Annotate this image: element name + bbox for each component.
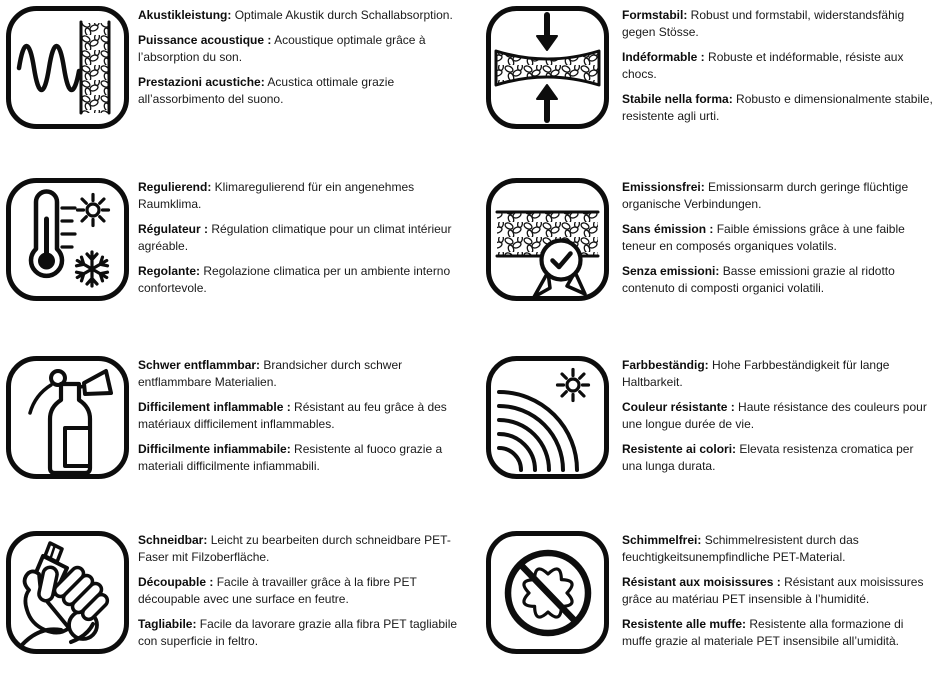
feature-label: Formstabil: <box>622 8 688 22</box>
feature-text-block <box>138 355 460 483</box>
feature-description: Emissionsarm durch geringe flüchtige organische Verbindungen. <box>622 180 909 211</box>
feature-description: Optimale Akustik durch Schallabsorption. <box>231 8 453 22</box>
feature-label: Schneidbar: <box>138 533 208 547</box>
feature-tile-form-stability <box>485 5 936 133</box>
feature-description: Faible émissions grâce à une faible teneur en composés organiques volatils. <box>622 222 905 253</box>
feature-description: Régulation climatique pour un climat intérieur agréable. <box>138 222 452 253</box>
feature-label: Découpable : <box>138 575 214 589</box>
feature-description: Leicht zu bearbeiten durch schneidbare PET-Faser mit Filzoberfläche. <box>138 533 451 564</box>
feature-description: Schimmelresistent durch das feuchtigkeitsunempfindliche PET-Material. <box>622 533 859 564</box>
feature-label: Resistente ai colori: <box>622 442 737 456</box>
cuttable-icon <box>5 530 130 655</box>
feature-paragraph-de <box>138 532 460 566</box>
feature-paragraph-de <box>138 7 460 24</box>
feature-paragraph-de <box>138 179 460 213</box>
feature-label: Sans émission : <box>622 222 714 236</box>
feature-paragraph-it <box>138 263 460 297</box>
feature-paragraph-de <box>622 179 936 213</box>
feature-description: Facile da lavorare grazie alla fibra PET tagliabile con superficie in feltro. <box>138 617 458 648</box>
low-emission-icon <box>485 177 610 302</box>
feature-label: Farbbeständig: <box>622 358 709 372</box>
color-fastness-icon <box>485 355 610 480</box>
feature-label: Akustikleistung: <box>138 8 232 22</box>
feature-paragraph-de <box>138 357 460 391</box>
feature-paragraph-de <box>622 532 936 566</box>
feature-tile-colorfast <box>485 355 936 483</box>
feature-paragraph-fr <box>622 49 936 83</box>
feature-paragraph-it <box>138 441 460 475</box>
feature-text-block <box>622 177 936 305</box>
feature-label: Emissionsfrei: <box>622 180 705 194</box>
feature-description: Résistant aux moisissures grâce au matériau PET insensible à l’humidité. <box>622 575 924 606</box>
fire-extinguisher-icon <box>5 355 130 480</box>
feature-tile-flame <box>5 355 460 483</box>
feature-label: Difficilement inflammable : <box>138 400 291 414</box>
feature-tile-cuttable <box>5 530 460 658</box>
feature-paragraph-it <box>138 74 460 108</box>
feature-text-block <box>138 530 460 658</box>
feature-tile-acoustic <box>5 5 460 130</box>
feature-paragraph-fr <box>138 574 460 608</box>
feature-description: Hohe Farbbeständigkeit für lange Haltbarkeit. <box>622 358 890 389</box>
feature-label: Couleur résistante : <box>622 400 735 414</box>
feature-description: Acoustique optimale grâce à l’absorption du son. <box>138 33 426 64</box>
feature-paragraph-it <box>622 91 936 125</box>
climate-regulation-icon <box>5 177 130 302</box>
feature-tile-mold <box>485 530 936 658</box>
feature-label: Schimmelfrei: <box>622 533 702 547</box>
feature-label: Prestazioni acustiche: <box>138 75 265 89</box>
feature-text-block <box>622 5 936 133</box>
feature-tile-emission <box>485 177 936 305</box>
feature-paragraph-fr <box>138 221 460 255</box>
feature-description: Resistente alla formazione di muffe grazie al materiale PET insensibile all’umidità. <box>622 617 904 648</box>
feature-label: Difficilmente infiammabile: <box>138 442 291 456</box>
feature-description: Basse emissioni grazie al ridotto contenuto di composti organici volatili. <box>622 264 895 295</box>
feature-description: Robusto e dimensionalmente stabile, resistente agli urti. <box>622 92 933 123</box>
feature-tile-climate <box>5 177 460 305</box>
feature-paragraph-fr <box>138 32 460 66</box>
feature-text-block <box>622 530 936 658</box>
feature-paragraph-fr <box>622 399 936 433</box>
feature-paragraph-it <box>622 616 936 650</box>
feature-description: Resistente al fuoco grazie a materiali difficilmente infiammabili. <box>138 442 443 473</box>
feature-paragraph-it <box>622 441 936 475</box>
feature-text-block <box>622 355 936 483</box>
feature-label: Senza emissioni: <box>622 264 720 278</box>
feature-description: Brandsicher durch schwer entflammbare Materialien. <box>138 358 403 389</box>
feature-label: Tagliabile: <box>138 617 197 631</box>
feature-paragraph-it <box>622 263 936 297</box>
feature-description: Résistant au feu grâce à des matériaux difficilement inflammables. <box>138 400 447 431</box>
feature-paragraph-fr <box>622 221 936 255</box>
feature-description: Acustica ottimale grazie all’assorbimento del suono. <box>138 75 395 106</box>
feature-description: Robust und formstabil, widerstandsfähig gegen Stösse. <box>622 8 905 39</box>
feature-description: Elevata resistenza cromatica per una lunga durata. <box>622 442 914 473</box>
feature-paragraph-fr <box>138 399 460 433</box>
feature-paragraph-de <box>622 7 936 41</box>
sound-absorption-icon <box>5 5 130 130</box>
feature-paragraph-fr <box>622 574 936 608</box>
feature-label: Resistente alle muffe: <box>622 617 747 631</box>
feature-text-block <box>138 5 460 116</box>
feature-description: Robuste et indéformable, résiste aux chocs. <box>622 50 904 81</box>
feature-paragraph-de <box>622 357 936 391</box>
feature-description: Facile à travailler grâce à la fibre PET découpable avec une surface en feutre. <box>138 575 417 606</box>
feature-label: Regolante: <box>138 264 201 278</box>
feature-description: Klimaregulierend für ein angenehmes Raumklima. <box>138 180 415 211</box>
feature-description: Haute résistance des couleurs pour une longue durée de vie. <box>622 400 927 431</box>
feature-paragraph-it <box>138 616 460 650</box>
feature-description: Regolazione climatica per un ambiente interno confortevole. <box>138 264 451 295</box>
feature-label: Schwer entflammbar: <box>138 358 261 372</box>
feature-label: Résistant aux moisissures : <box>622 575 781 589</box>
compression-resistance-icon <box>485 5 610 130</box>
feature-label: Régulateur : <box>138 222 209 236</box>
mold-resistant-icon <box>485 530 610 655</box>
feature-label: Regulierend: <box>138 180 212 194</box>
feature-label: Indéformable : <box>622 50 705 64</box>
feature-label: Puissance acoustique : <box>138 33 272 47</box>
feature-label: Stabile nella forma: <box>622 92 733 106</box>
feature-text-block <box>138 177 460 305</box>
